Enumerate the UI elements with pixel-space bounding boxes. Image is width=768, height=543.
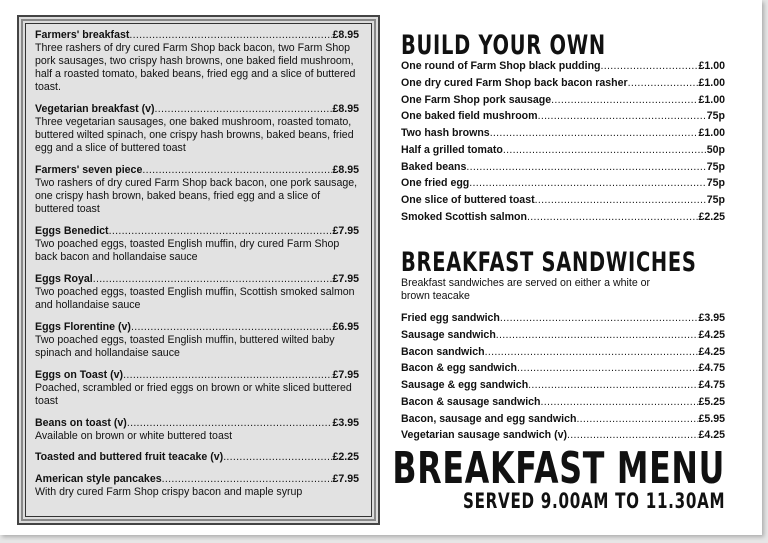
dot-leader — [93, 273, 333, 286]
item-price: £7.95 — [332, 272, 359, 285]
menu-item-row — [401, 394, 725, 411]
item-name: Eggs Benedict — [35, 225, 109, 237]
item-price: £4.25 — [698, 328, 725, 341]
item-name: Farmers' breakfast — [35, 29, 130, 41]
item-price: £3.95 — [698, 312, 725, 324]
dot-leader — [551, 92, 698, 109]
menu-title: BREAKFAST MENU — [392, 443, 725, 494]
item-name: Bacon & sausage sandwich — [401, 395, 541, 408]
item-price: £7.95 — [332, 472, 359, 485]
item-price: £4.25 — [698, 345, 725, 358]
menu-item-row — [401, 125, 725, 142]
menu-item-row — [401, 411, 725, 428]
dot-leader — [576, 411, 698, 428]
item-description: Two poached eggs, toasted English muffin, dry cured Farm Shop back bacon and hollandaise sauce — [35, 238, 340, 264]
item-price: £7.95 — [332, 368, 359, 381]
menu-item-row — [401, 427, 725, 444]
menu-item-row — [401, 209, 725, 226]
item-price: £6.95 — [332, 320, 359, 333]
item-price: £1.00 — [698, 127, 725, 139]
item-price: £8.95 — [332, 164, 359, 177]
dot-leader — [223, 451, 332, 464]
menu-item-row — [35, 273, 359, 286]
menu-item-row — [401, 58, 725, 75]
menu-item-row — [401, 108, 725, 125]
item-name: Beans on toast (v) — [35, 416, 127, 429]
item-description: Available on brown or white buttered toast — [35, 429, 233, 442]
item-price: £7.95 — [332, 225, 359, 237]
item-name: One fried egg — [401, 177, 470, 190]
dot-leader — [601, 58, 699, 75]
item-name: Sausage & egg sandwich — [401, 379, 529, 391]
menu-item-row — [401, 360, 725, 377]
menu-item-row — [401, 192, 725, 209]
item-name: Baked beans — [401, 160, 467, 173]
served-times: SERVED 9.00AM TO 11.30AM — [462, 489, 725, 513]
menu-item — [35, 417, 359, 443]
item-name: One slice of buttered toast — [401, 194, 535, 206]
dot-leader — [142, 164, 332, 177]
dot-leader — [538, 108, 707, 125]
menu-item-row — [401, 377, 725, 394]
menu-item — [35, 321, 359, 360]
item-name: Smoked Scottish salmon — [401, 210, 527, 223]
menu-item-row — [401, 327, 725, 344]
item-name: Toasted and buttered fruit teacake (v) — [35, 451, 224, 464]
menu-item — [35, 164, 359, 216]
item-name: One Farm Shop pork sausage — [401, 93, 552, 106]
build-your-own-heading: BUILD YOUR OWN — [401, 30, 606, 61]
dot-leader — [109, 225, 333, 238]
item-name: One round of Farm Shop black pudding — [401, 60, 601, 72]
main-menu-list — [35, 29, 359, 508]
item-name: Bacon & egg sandwich — [401, 362, 517, 375]
item-price: £8.95 — [332, 103, 359, 116]
item-name: Eggs Florentine (v) — [35, 320, 131, 333]
menu-item-row — [401, 75, 725, 92]
item-price: £4.25 — [698, 429, 725, 442]
item-name: Sausage sandwich — [401, 328, 496, 341]
item-description: Two poached eggs, toasted English muffin, Scottish smoked salmon and hollandaise sauce — [35, 285, 355, 312]
dot-leader — [528, 377, 698, 394]
menu-item — [35, 369, 359, 408]
dot-leader — [535, 192, 707, 209]
item-price: £5.95 — [698, 412, 725, 425]
menu-item-row — [35, 103, 359, 116]
menu-item-row — [401, 159, 725, 176]
menu-item — [35, 273, 359, 312]
item-description: Poached, scrambled or fried eggs on brown or white sliced buttered toast — [35, 381, 352, 407]
item-description: With dry cured Farm Shop crispy bacon and maple syrup — [35, 486, 303, 499]
dot-leader — [162, 473, 333, 486]
menu-item-row — [35, 369, 359, 382]
item-price: 75p — [706, 160, 725, 173]
item-price: £1.00 — [698, 60, 725, 72]
item-price: 75p — [706, 194, 725, 206]
item-price: 75p — [706, 177, 725, 190]
item-name: Bacon, sausage and egg sandwich — [401, 412, 577, 425]
dot-leader — [155, 103, 333, 116]
item-description: Three vegetarian sausages, one baked mushroom, roasted tomato, buttered wilted spinach, one crispy hash browns, baked beans, fried egg and a slice of buttered toast — [35, 116, 354, 155]
menu-item — [35, 473, 359, 499]
item-price: £4.75 — [698, 379, 725, 391]
item-name: Half a grilled tomato — [401, 143, 503, 156]
dot-leader — [517, 360, 699, 377]
menu-item-row — [35, 164, 359, 177]
dot-leader — [496, 327, 699, 344]
sandwiches-subtitle: Breakfast sandwiches are served on either a white or brown teacake — [401, 277, 651, 302]
menu-item-row — [35, 321, 359, 334]
item-name: One dry cured Farm Shop back bacon rasher — [401, 76, 628, 89]
menu-item-row — [35, 29, 359, 42]
item-name: Eggs on Toast (v) — [35, 368, 124, 381]
item-price: £1.00 — [698, 93, 725, 106]
item-price: £3.95 — [332, 416, 359, 429]
menu-item-row — [401, 310, 725, 327]
dot-leader — [469, 175, 706, 192]
sandwiches-list — [401, 310, 725, 444]
item-name: Two hash browns — [401, 127, 490, 139]
item-name: Vegetarian breakfast (v) — [35, 103, 155, 116]
menu-item — [35, 29, 359, 94]
menu-item-row — [401, 175, 725, 192]
item-price: 50p — [706, 143, 725, 156]
item-name: Fried egg sandwich — [401, 312, 500, 324]
item-name: American style pancakes — [35, 472, 162, 485]
menu-item — [35, 451, 359, 464]
dot-leader — [466, 159, 706, 176]
dot-leader — [527, 209, 699, 226]
dot-leader — [485, 344, 699, 361]
item-price: £2.25 — [332, 451, 359, 464]
build-your-own-list — [401, 58, 725, 226]
dot-leader — [123, 369, 332, 382]
item-description: Two rashers of dry cured Farm Shop back bacon, one pork sausage, one crispy hash brown, baked beans, fried egg and a slice of buttered toast — [35, 177, 358, 216]
dot-leader — [541, 394, 699, 411]
menu-item — [35, 103, 359, 155]
item-name: Vegetarian sausage sandwich (v) — [401, 429, 568, 442]
menu-item-row — [35, 417, 359, 430]
dot-leader — [503, 142, 707, 159]
item-price: £4.75 — [698, 362, 725, 375]
item-name: Eggs Royal — [35, 272, 93, 285]
item-price: £8.95 — [332, 29, 359, 41]
menu-item-row — [401, 344, 725, 361]
menu-item-row — [35, 451, 359, 464]
dot-leader — [567, 427, 698, 444]
item-name: Bacon sandwich — [401, 345, 485, 358]
item-price: £2.25 — [698, 210, 725, 223]
item-price: £1.00 — [698, 76, 725, 89]
item-price: £5.25 — [698, 395, 725, 408]
dot-leader — [129, 29, 332, 42]
dot-leader — [127, 417, 333, 430]
item-price: 75p — [706, 110, 725, 123]
menu-item-row — [401, 142, 725, 159]
dot-leader — [131, 321, 333, 334]
item-description: Three rashers of dry cured Farm Shop back bacon, two Farm Shop pork sausages, two crispy hash browns, one baked field mushroom, half a roasted tomato, baked beans, fried egg and a slice of buttered toast. — [35, 42, 356, 94]
dot-leader — [490, 125, 699, 142]
sandwiches-heading: BREAKFAST SANDWICHES — [401, 247, 697, 278]
dot-leader — [628, 75, 699, 92]
menu-item-row — [35, 473, 359, 486]
menu-item-row — [35, 225, 359, 238]
item-name: One baked field mushroom — [401, 110, 538, 123]
item-description: Two poached eggs, toasted English muffin, buttered wilted baby spinach and hollandaise sauce — [35, 333, 335, 359]
menu-item-row — [401, 92, 725, 109]
menu-item — [35, 225, 359, 264]
dot-leader — [500, 310, 699, 327]
item-name: Farmers' seven piece — [35, 164, 143, 177]
